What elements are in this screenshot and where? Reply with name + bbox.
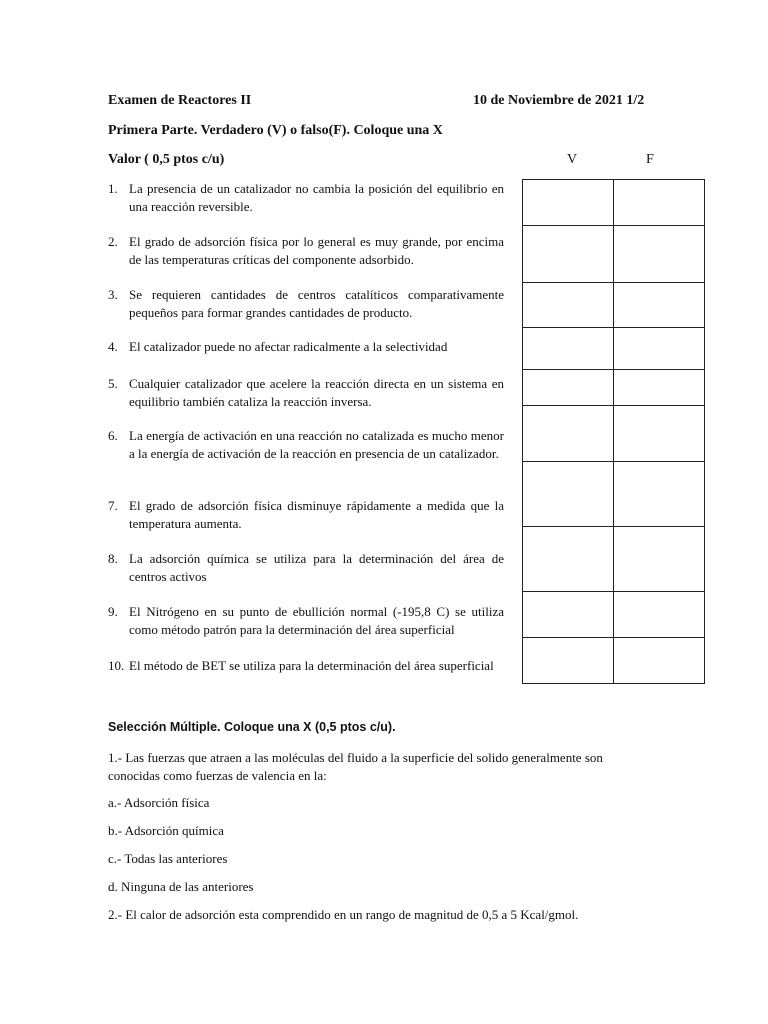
- item-number: 1.: [108, 181, 118, 196]
- answer-row: [523, 283, 705, 328]
- option-d[interactable]: d. Ninguna de las anteriores: [108, 879, 254, 894]
- points-value: Valor ( 0,5 ptos c/u): [108, 152, 225, 167]
- item-number: 4.: [108, 339, 118, 354]
- list-item: [108, 180, 504, 215]
- answer-grid: [522, 179, 705, 684]
- answer-row: [523, 527, 705, 592]
- item-number: 8.: [108, 551, 118, 566]
- item-text: Se requieren cantidades de centros catalíticos comparativamente pequeños para formar grandes cantidades de producto.: [129, 287, 504, 320]
- answer-cell-true[interactable]: [523, 592, 614, 638]
- list-item: [108, 286, 504, 321]
- item-text: El Nitrógeno en su punto de ebullición normal (-195,8 C) se utiliza como método patrón para la determinación del área superficial: [129, 604, 504, 637]
- column-header-true: V: [567, 152, 578, 167]
- answer-cell-true[interactable]: [523, 406, 614, 462]
- answer-cell-false[interactable]: [614, 283, 705, 328]
- answer-cell-true[interactable]: [523, 180, 614, 226]
- list-item: [108, 657, 504, 675]
- list-item: [108, 233, 504, 268]
- option-c[interactable]: c.- Todas las anteriores: [108, 851, 228, 866]
- part-title: Primera Parte. Verdadero (V) o falso(F). Coloque una X: [108, 123, 443, 138]
- answer-cell-true[interactable]: [523, 283, 614, 328]
- item-text: El catalizador puede no afectar radicalmente a la selectividad: [129, 339, 448, 354]
- item-number: 2.: [108, 234, 118, 249]
- answer-cell-false[interactable]: [614, 370, 705, 406]
- answer-row: [523, 180, 705, 226]
- answer-cell-false[interactable]: [614, 406, 705, 462]
- list-item: [108, 338, 504, 356]
- answer-cell-false[interactable]: [614, 180, 705, 226]
- item-text: El grado de adsorción física por lo general es muy grande, por encima de las temperaturas críticas del componente adsorbido.: [129, 234, 504, 267]
- item-number: 3.: [108, 287, 118, 302]
- answer-cell-false[interactable]: [614, 527, 705, 592]
- item-text: El grado de adsorción física disminuye rápidamente a medida que la temperatura aumenta.: [129, 498, 504, 531]
- item-number: 6.: [108, 428, 118, 443]
- answer-cell-true[interactable]: [523, 527, 614, 592]
- item-text: Cualquier catalizador que acelere la reacción directa en un sistema en equilibrio también cataliza la reacción inversa.: [129, 376, 504, 409]
- option-b[interactable]: b.- Adsorción química: [108, 823, 224, 838]
- item-text: La presencia de un catalizador no cambia la posición del equilibrio en una reacción reversible.: [129, 181, 504, 214]
- answer-cell-true[interactable]: [523, 328, 614, 370]
- answer-row: [523, 226, 705, 283]
- list-item: [108, 427, 504, 462]
- answer-cell-true[interactable]: [523, 226, 614, 283]
- list-item: [108, 497, 504, 532]
- item-number: 10.: [108, 658, 125, 673]
- question-2: 2.- El calor de adsorción esta comprendido en un rango de magnitud de 0,5 a 5 Kcal/gmol.: [108, 907, 579, 922]
- item-number: 5.: [108, 376, 118, 391]
- multiple-choice-title: Selección Múltiple. Coloque una X (0,5 ptos c/u).: [108, 720, 396, 734]
- list-item: [108, 375, 504, 410]
- answer-row: [523, 638, 705, 684]
- list-item: [108, 603, 504, 638]
- exam-date: 10 de Noviembre de 2021 1/2: [473, 93, 645, 108]
- answer-row: [523, 462, 705, 527]
- item-text: La energía de activación en una reacción no catalizada es mucho menor a la energía de activación de la reacción en presencia de un catalizador.: [129, 428, 504, 461]
- answer-cell-true[interactable]: [523, 638, 614, 684]
- column-header-false: F: [646, 152, 654, 167]
- answer-cell-false[interactable]: [614, 638, 705, 684]
- list-item: [108, 550, 504, 585]
- item-text: El método de BET se utiliza para la determinación del área superficial: [129, 658, 494, 673]
- answer-cell-true[interactable]: [523, 462, 614, 527]
- answer-cell-false[interactable]: [614, 226, 705, 283]
- answer-cell-false[interactable]: [614, 592, 705, 638]
- answer-cell-true[interactable]: [523, 370, 614, 406]
- item-number: 9.: [108, 604, 118, 619]
- item-number: 7.: [108, 498, 118, 513]
- answer-row: [523, 406, 705, 462]
- option-a[interactable]: a.- Adsorción física: [108, 795, 210, 810]
- answer-cell-false[interactable]: [614, 462, 705, 527]
- answer-row: [523, 370, 705, 406]
- answer-cell-false[interactable]: [614, 328, 705, 370]
- question-1: 1.- Las fuerzas que atraen a las moléculas del fluido a la superficie del solido generalmente son conocidas como fuerzas de valencia en la:: [108, 750, 603, 783]
- item-text: La adsorción química se utiliza para la determinación del área de centros activos: [129, 551, 504, 584]
- exam-title: Examen de Reactores II: [108, 93, 252, 108]
- answer-row: [523, 592, 705, 638]
- answer-row: [523, 328, 705, 370]
